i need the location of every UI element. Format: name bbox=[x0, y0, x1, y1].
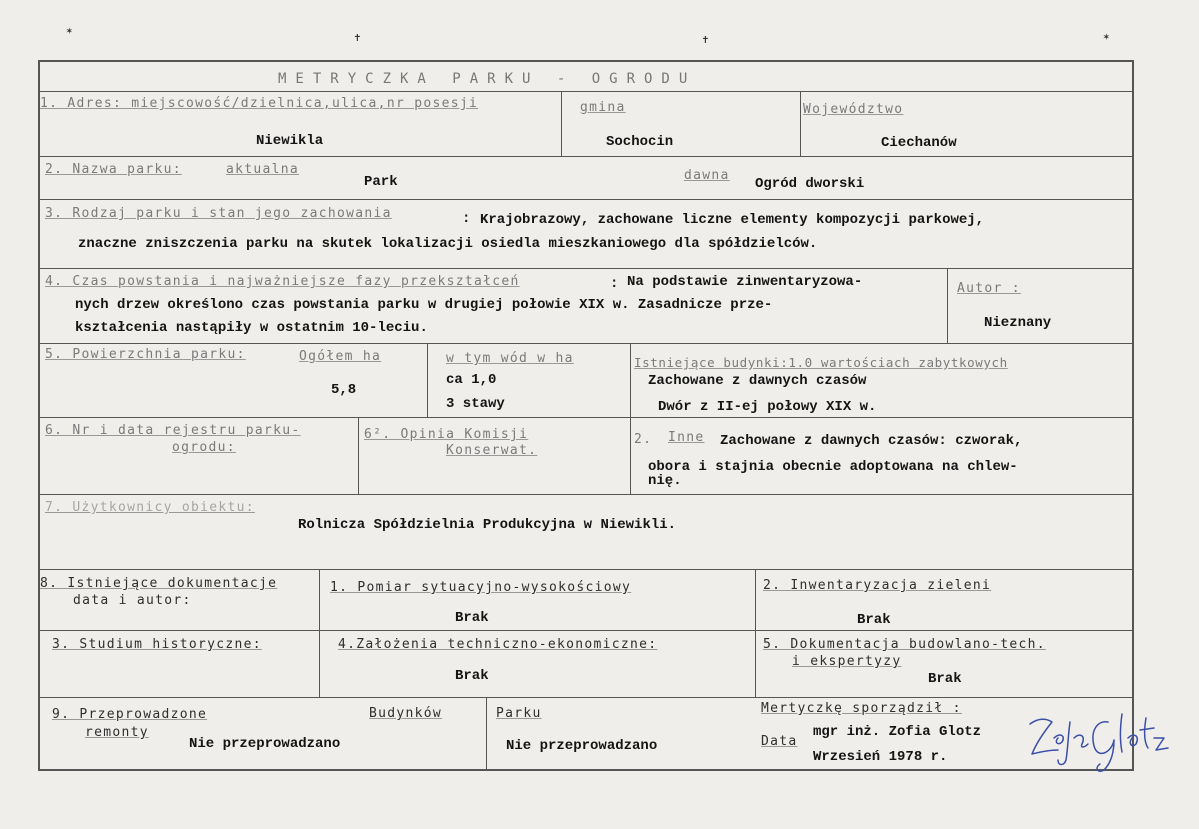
frame-line bbox=[38, 60, 40, 770]
wojewodztwo-label: Województwo bbox=[803, 102, 904, 117]
col-divider bbox=[319, 631, 320, 697]
park-type-label: 3. Rodzaj parku i stan jego zachowania bbox=[45, 206, 392, 221]
row-divider bbox=[38, 697, 1134, 698]
park-name-label: 2. Nazwa parku: bbox=[45, 162, 182, 177]
park-type-line-2: znaczne zniszczenia parku na skutek lokalizacji osiedla mieszkaniowego dla spółdzielców. bbox=[78, 236, 818, 252]
staple-mark: ✶ bbox=[66, 24, 73, 37]
col-divider bbox=[800, 92, 801, 156]
buildings-line-1: Zachowane z dawnych czasów bbox=[648, 373, 867, 389]
area-total-value: 5,8 bbox=[331, 382, 357, 398]
row-divider bbox=[38, 199, 1134, 200]
col-divider bbox=[486, 698, 487, 770]
greenery-inventory-value: Brak bbox=[857, 612, 891, 628]
water-area-label: w tym wód w ha bbox=[446, 351, 574, 366]
users-label: 7. Użytkownicy obiektu: bbox=[45, 500, 255, 515]
area-label: 5. Powierzchnia parku: bbox=[45, 347, 246, 362]
staple-mark: ✝ bbox=[702, 33, 709, 46]
history-line-2: nych drzew określono czas powstania parku w drugiej połowie XIX w. Zasadnicze prze- bbox=[75, 297, 773, 313]
history-colon: : bbox=[610, 276, 619, 292]
park-type-line-1: Krajobrazowy, zachowane liczne elementy kompozycji parkowej, bbox=[480, 212, 985, 228]
survey-label: 1. Pomiar sytuacyjno-wysokościowy bbox=[330, 580, 632, 595]
register-label-2: ogrodu: bbox=[172, 440, 236, 455]
date-label: Data bbox=[761, 734, 798, 749]
buildings-line-2: Dwór z II-ej połowy XIX w. bbox=[658, 399, 877, 415]
current-name-value: Park bbox=[364, 174, 398, 190]
repairs-label-2: remonty bbox=[85, 725, 149, 740]
author-label: Autor : bbox=[957, 281, 1021, 296]
users-value: Rolnicza Spółdzielnia Produkcyjna w Niewikli. bbox=[298, 517, 677, 533]
other-label: Inne bbox=[668, 430, 705, 445]
row-divider bbox=[38, 156, 1134, 157]
park-type-colon: : bbox=[462, 211, 471, 227]
historical-study-label: 3. Studium historyczne: bbox=[52, 637, 262, 652]
col-divider bbox=[630, 344, 631, 494]
repairs-label-1: 9. Przeprowadzone bbox=[52, 707, 208, 722]
opinion-label-1: 6². Opinia Komisji bbox=[364, 427, 529, 442]
col-divider bbox=[561, 92, 562, 156]
gmina-value: Sochocin bbox=[606, 134, 674, 150]
former-name-label: dawna bbox=[684, 168, 730, 183]
gmina-label: gmina bbox=[580, 100, 626, 115]
author-value: Nieznany bbox=[984, 315, 1052, 331]
col-divider bbox=[427, 344, 428, 417]
repairs-park-value: Nie przeprowadzano bbox=[506, 738, 658, 754]
other-line-3: nię. bbox=[648, 473, 682, 489]
handwritten-signature bbox=[1024, 704, 1174, 774]
buildings-label: Istniejące budynki:1.0 wartościach zabytkowych bbox=[634, 355, 1008, 370]
col-divider bbox=[755, 570, 756, 697]
other-line-1: Zachowane z dawnych czasów: czworak, bbox=[720, 433, 1023, 449]
other-number: 2. bbox=[634, 432, 653, 447]
building-docs-label-2: i ekspertyzy bbox=[792, 654, 902, 669]
tech-economic-label: 4.Założenia techniczno-ekonomiczne: bbox=[338, 637, 658, 652]
water-area-value-1: ca 1,0 bbox=[446, 372, 497, 388]
row-divider bbox=[38, 343, 1134, 344]
wojewodztwo-value: Ciechanów bbox=[881, 135, 957, 151]
col-divider bbox=[947, 269, 948, 343]
row-divider bbox=[38, 569, 1134, 570]
greenery-inventory-label: 2. Inwentaryzacja zieleni bbox=[763, 578, 992, 593]
repairs-buildings-value: Nie przeprowadzano bbox=[189, 736, 341, 752]
form-title: METRYCZKA PARKU - OGRODU bbox=[278, 71, 697, 87]
history-line-3: kształcenia nastąpiły w ostatnim 10-leciu. bbox=[75, 320, 428, 336]
row-divider bbox=[38, 91, 1134, 92]
register-label-1: 6. Nr i data rejestru parku- bbox=[45, 423, 301, 438]
frame-line bbox=[38, 769, 1134, 771]
col-divider bbox=[319, 570, 320, 630]
water-area-value-2: 3 stawy bbox=[446, 396, 505, 412]
row-divider bbox=[38, 417, 1134, 418]
former-name-value: Ogród dworski bbox=[755, 176, 865, 192]
row-divider bbox=[38, 630, 1134, 631]
current-name-label: aktualna bbox=[226, 162, 300, 177]
other-line-2: obora i stajnia obecnie adoptowana na chlew- bbox=[648, 459, 1018, 475]
area-total-label: Ogółem ha bbox=[299, 349, 382, 364]
documentation-label-1: 8. Istniejące dokumentacje bbox=[40, 576, 278, 591]
staple-mark: ✶ bbox=[1103, 30, 1110, 43]
documentation-label-2: data i autor: bbox=[73, 593, 192, 608]
survey-value: Brak bbox=[455, 610, 489, 626]
history-line-1: Na podstawie zinwentaryzowa- bbox=[627, 274, 863, 290]
repairs-buildings-label: Budynków bbox=[369, 706, 443, 721]
prepared-by-value: mgr inż. Zofia Glotz bbox=[813, 724, 982, 740]
address-label: 1. Adres: miejscowość/dzielnica,ulica,nr posesji bbox=[40, 96, 479, 111]
col-divider bbox=[358, 418, 359, 494]
building-docs-label-1: 5. Dokumentacja budowlano-tech. bbox=[763, 637, 1046, 652]
tech-economic-value: Brak bbox=[455, 668, 489, 684]
frame-line bbox=[1132, 60, 1134, 770]
row-divider bbox=[38, 494, 1134, 495]
address-value: Niewikla bbox=[256, 133, 324, 149]
staple-mark: ✝ bbox=[354, 31, 361, 44]
repairs-park-label: Parku bbox=[496, 706, 542, 721]
history-label: 4. Czas powstania i najważniejsze fazy przekształceń bbox=[45, 274, 520, 289]
row-divider bbox=[38, 268, 1134, 269]
date-value: Wrzesień 1978 r. bbox=[813, 749, 948, 765]
frame-line bbox=[38, 60, 1134, 62]
building-docs-value: Brak bbox=[928, 671, 962, 687]
opinion-label-2: Konserwat. bbox=[446, 443, 538, 458]
prepared-by-label: Mertyczkę sporządził : bbox=[761, 701, 962, 716]
